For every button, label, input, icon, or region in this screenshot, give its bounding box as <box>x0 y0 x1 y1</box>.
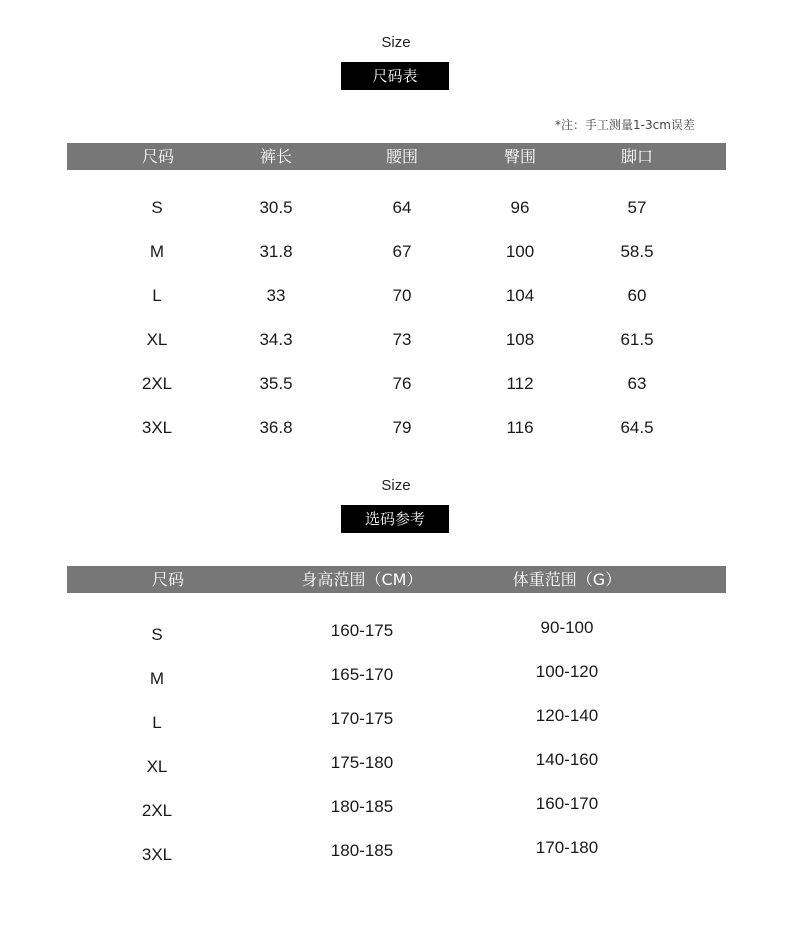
header-length: 裤长 <box>259 147 292 166</box>
size-chart-title: 尺码表 <box>341 62 449 90</box>
size-chart-cell-hem: 64.5 <box>620 418 654 437</box>
size-guide-cell-size: 3XL <box>141 845 173 864</box>
size-chart-cell-size: XL <box>146 330 168 349</box>
size-chart-cell-size: 3XL <box>141 418 173 437</box>
size-chart-cell-length: 34.3 <box>259 330 293 349</box>
size-guide-cell-weight: 140-160 <box>535 750 599 769</box>
size-chart-cell-hem: 60 <box>627 286 647 305</box>
size-chart-cell-length: 36.8 <box>259 418 293 437</box>
size-chart-cell-size: 2XL <box>141 374 173 393</box>
size-chart-cell-hip: 112 <box>506 374 534 393</box>
size-chart-cell-length: 30.5 <box>259 198 293 217</box>
size-chart-cell-size: L <box>152 286 162 305</box>
size-guide-cell-size: XL <box>146 757 168 776</box>
size-guide-cell-size: S <box>151 625 163 644</box>
header-hip: 臀围 <box>503 147 536 166</box>
size-chart-header <box>67 143 726 170</box>
size-guide-cell-size: L <box>152 713 162 732</box>
size-guide-cell-height: 170-175 <box>330 709 394 728</box>
size-guide-cell-height: 180-185 <box>330 797 394 816</box>
header-height-range: 身高范围（CM） <box>301 570 423 589</box>
size-guide-cell-weight: 120-140 <box>535 706 599 725</box>
size-guide-cell-height: 160-175 <box>330 621 394 640</box>
header-weight-range: 体重范围（G） <box>512 570 622 589</box>
size-chart-cell-hip: 104 <box>505 286 535 305</box>
size-guide-header <box>67 566 726 593</box>
size-chart-cell-hip: 96 <box>510 198 530 217</box>
size-chart-cell-waist: 64 <box>392 198 412 217</box>
size-chart-cell-hem: 63 <box>627 374 647 393</box>
size-guide-cell-height: 180-185 <box>330 841 394 860</box>
size-chart-cell-length: 35.5 <box>259 374 293 393</box>
size-chart-cell-waist: 67 <box>392 242 412 261</box>
size-chart-cell-waist: 76 <box>392 374 412 393</box>
size-guide-cell-height: 165-170 <box>330 665 394 684</box>
header-size: 尺码 <box>141 147 174 166</box>
size-chart-cell-hem: 58.5 <box>620 242 654 261</box>
size-label: Size <box>381 34 411 51</box>
size-chart-cell-waist: 79 <box>392 418 412 437</box>
size-guide-cell-weight: 170-180 <box>535 838 599 857</box>
size-guide-cell-weight: 160-170 <box>535 794 599 813</box>
size-chart-cell-size: M <box>149 242 165 261</box>
size-chart-cell-hem: 57 <box>627 198 647 217</box>
size-guide-cell-weight: 100-120 <box>535 662 599 681</box>
size-chart-cell-hip: 108 <box>505 330 535 349</box>
size-guide-title: 选码参考 <box>341 505 449 533</box>
size-chart-cell-waist: 70 <box>392 286 412 305</box>
size-label: Size <box>381 477 411 494</box>
size-guide-cell-size: M <box>149 669 165 688</box>
size-chart-cell-hip: 116 <box>506 418 534 437</box>
size-guide-cell-size: 2XL <box>141 801 173 820</box>
size-guide-cell-height: 175-180 <box>330 753 394 772</box>
header-hem: 脚口 <box>620 147 653 166</box>
size-chart-cell-waist: 73 <box>392 330 412 349</box>
size-chart-cell-length: 33 <box>266 286 286 305</box>
size-chart-cell-hem: 61.5 <box>620 330 654 349</box>
size-chart-cell-length: 31.8 <box>259 242 293 261</box>
measurement-note: *注：手工测量1-3cm误差 <box>555 118 695 132</box>
header-size: 尺码 <box>151 570 184 589</box>
header-waist: 腰围 <box>385 147 418 166</box>
size-chart-cell-hip: 100 <box>505 242 535 261</box>
size-chart-cell-size: S <box>151 198 163 217</box>
size-guide-cell-weight: 90-100 <box>540 618 594 637</box>
